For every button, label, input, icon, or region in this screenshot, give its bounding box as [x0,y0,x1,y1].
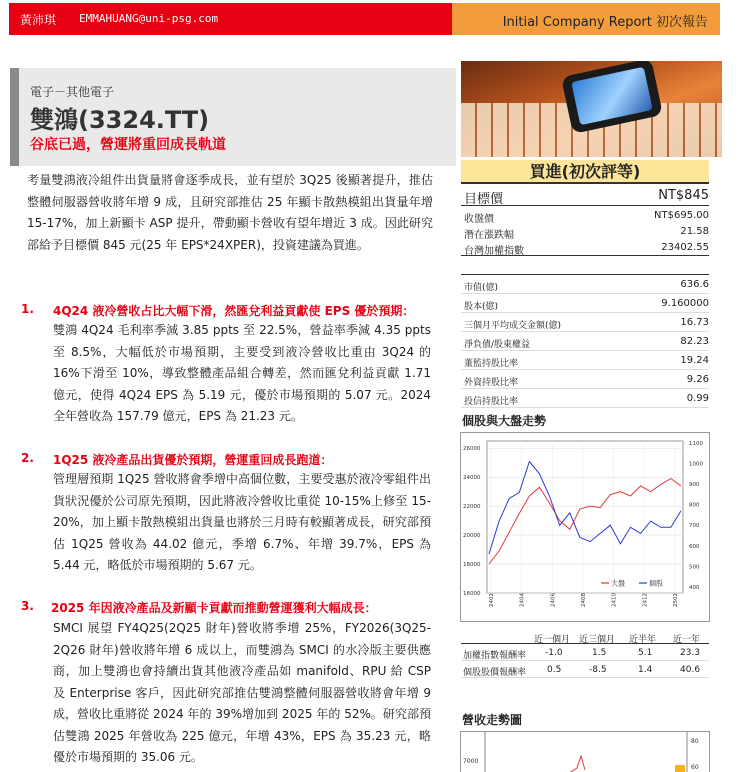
y-tick-label: 24000 [463,475,481,482]
stat-row [461,370,709,389]
table-row: 個股股價報酬率 0.5 -8.5 1.4 40.6 [461,661,709,678]
revenue-chart-title: 營收走勢圖 [462,713,523,727]
stat-value: 9.160000 [661,298,709,309]
y-tick-label: 16000 [463,591,481,597]
y-tick-label: 18000 [463,562,481,569]
intro-paragraph: 考量雙鴻液冷組件出貨量將會逐季成長，並有望於 3Q25 後顯著提升，推估整體伺服器營收將年增 9 成，且研究部推估 25 年顯卡散熱模組出貨量年增 15-17%，加上新顯卡 ASP 提升，帶動顯卡營收有望年增近 3 成。因此研究部給予目標價 845 元(25 年 EPS*24XPER)，投資建議為買進。 [27,173,433,252]
point-2-number: 2. [21,451,34,465]
y-tick-label: 20000 [463,533,481,540]
close-price-value: NT$695.00 [654,210,709,221]
point-2-body: 管理層預期 1Q25 營收將會季增中高個位數，主要受惠於液冷零組件出貨狀況優於公司原先預期，因此將液冷營收比重從 10-15%上修至 15-20%，加上顯卡散熱模組出貨量也將於三月時有較顯著成長，研究部預估 1Q25 營收為 44.02 億元，季增 6.7%、年增 39.7%，EPS 為 5.44 元，略低於市場預期的 5.67 元。 [53,472,431,572]
stat-row [461,294,709,313]
title-block [10,68,456,166]
point-3-body: SMCI 展望 FY4Q25(2Q25 財年)營收將季增 25%，FY2026(3Q25-2Q26 財年)營收將年增 6 成以上，而雙鴻為 SMCI 的水冷版主要供應商，加上雙鴻也會持續出貨其他液冷產品如 manifold、RPU 給 CSP 及 Enterprise 客戶，因此研究部推估雙鴻整體伺服器營收將會年增 9 成，營收比重將從 2024 年的 39%增加到 2025 年的 52%。研究部預估雙鴻 2025 年營收為 225 億元，年增 43%，EPS 為 35.23 元，略優於市場預期的 35.06 元。 [53,621,431,764]
report-type: Initial Company Report 初次報告 [502,15,708,30]
stat-row [461,389,709,408]
point-3-title: 2025 年因液冷產品及新顯卡貢獻而推動營運獲利大幅成長： [51,601,377,615]
x-tick-label: 2406 [550,593,557,607]
point-1-body: 雙鴻 4Q24 毛利率季減 3.85 ppts 至 22.5%，營益率季減 4.35 ppts 至 8.5%，大幅低於市場預期，主要受到液冷營收比重由 3Q24 的 16%下滑至 10%，導致整體產品組合轉差，然而匯兌利益貢獻 1.71 億元，使得 4Q24 EPS 為 5.19 元，優於市場預期的 5.07 元。2024 全年營收為 157.79 億元，EPS 為 21.23 元。 [53,323,431,423]
performance-table [461,628,709,678]
point-3-number: 3. [21,599,34,613]
stat-label: 市值(億) [464,283,499,293]
point-1-number: 1. [21,302,34,316]
x-tick-label: 2408 [581,593,587,607]
tagline: 谷底已過，營運將重回成長軌道 [30,137,226,153]
legend-label: 個股 [649,579,663,588]
stat-label: 外資持股比率 [464,378,519,388]
point-1-title: 4Q24 液冷營收占比大幅下滑，然匯兌利益貢獻使 EPS 優於預期： [53,304,415,318]
y2-tick-label: 1000 [689,461,703,468]
x-tick-label: 2412 [642,593,649,607]
index-row: 台灣加權指數 23402.55 [461,240,709,256]
stock-chart-title: 個股與大盤走勢 [462,414,547,428]
company-name: 雙鴻(3324.TT) [30,106,210,134]
author-email[interactable]: EMMAHUANG@uni-psg.com [79,12,219,25]
stat-row [461,332,709,351]
x-tick-label: 2410 [611,593,618,607]
x-tick-label: 2502 [673,593,679,607]
header-bar [9,3,720,35]
close-price-row: 收盤價 NT$695.00 [464,210,709,225]
performance-header: 近一個月 近三個月 近半年 近一年 [461,628,709,644]
y2-tick-label: 800 [689,502,700,509]
stat-row [461,313,709,332]
stock-vs-index-chart [460,432,710,622]
stat-row [461,275,709,294]
y2-tick-label: 700 [689,523,700,530]
stat-value: 0.99 [686,393,709,404]
stat-label: 三個月平均成交金額(億) [464,321,562,331]
y-tick-label: 22000 [463,504,481,511]
sector-label: 電子－其他電子 [30,85,115,99]
stat-value: 9.26 [686,374,709,385]
target-price-label: 目標價 [464,192,504,207]
y2-tick-label: 600 [689,543,700,550]
stat-label: 董監持股比率 [464,359,519,369]
stat-label: 股本(億) [464,302,499,312]
stat-row [461,351,709,370]
stock-chart-svg [461,433,709,621]
y-tick-label: 26000 [463,446,481,453]
smartphone-keyboard-image [461,61,722,157]
stat-label: 投信持股比率 [464,397,519,407]
revenue-right-tick: 60 [691,764,699,771]
stat-value: 19.24 [680,355,709,366]
rating-badge: 買進(初次評等) [461,160,709,184]
y2-tick-label: 900 [689,482,700,489]
table-row: 加權指數報酬率 -1.0 1.5 5.1 23.3 [461,644,709,661]
target-price-row [461,186,709,206]
index-value: 23402.55 [661,242,709,253]
stat-value: 82.23 [680,336,709,347]
stat-label: 淨負債/股東權益 [464,340,531,350]
legend-label: 大盤 [611,579,625,588]
revenue-chart [460,731,710,772]
plot-area [487,441,683,593]
y2-tick-label: 500 [689,564,700,571]
x-tick-label: 2404 [519,593,526,607]
stat-value: 16.73 [680,317,709,328]
stats-table [461,274,709,408]
y2-tick-label: 400 [689,584,700,591]
upside-value: 21.58 [680,226,709,237]
y2-tick-label: 1100 [689,441,703,448]
x-tick-label: 2402 [489,593,495,607]
upside-row: 潛在漲跌幅 21.58 [464,226,709,241]
stat-value: 636.6 [680,279,709,290]
revenue-left-tick: 7000 [463,758,479,765]
target-price-value: NT$845 [658,188,709,203]
author-name: 黃沛琪 [20,13,57,27]
revenue-right-tick: 80 [691,738,699,745]
point-2-title: 1Q25 液冷產品出貨優於預期，營運重回成長跑道： [53,453,333,467]
price-box [461,186,709,256]
